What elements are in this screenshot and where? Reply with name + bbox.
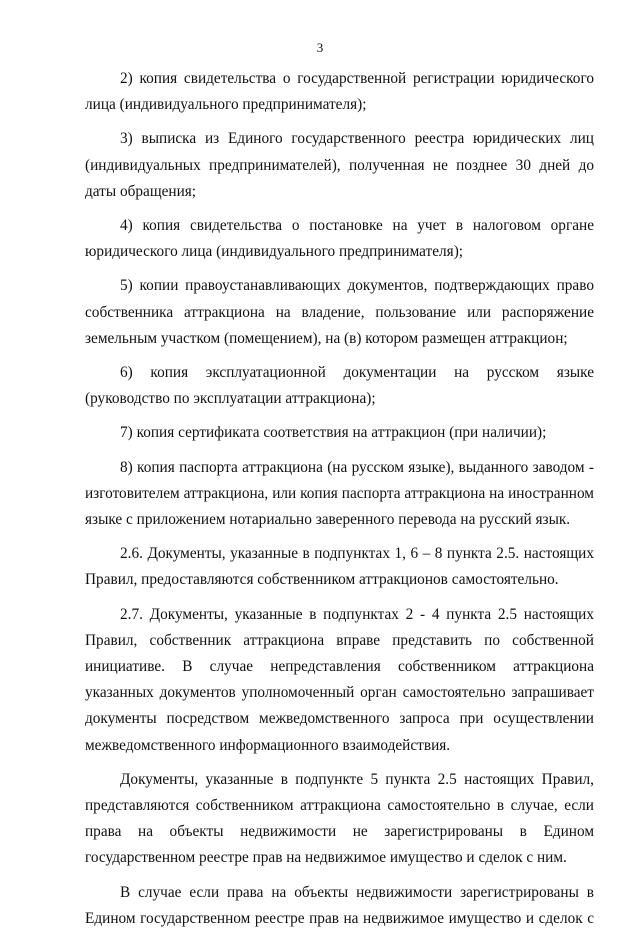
list-item-7: 7) копия сертификата соответствия на аттракцион (при наличии); xyxy=(120,424,547,442)
page-number: 3 xyxy=(316,40,324,55)
list-item-8: 8) копия паспорта аттракциона (на русском языке), выданного заводом - изготовителем аттракциона, или копия паспорта аттракциона на иностранном языке с приложением нотариально заверенного перевода на русский язык. xyxy=(85,458,594,529)
document-body xyxy=(85,66,594,932)
list-item-3: 3) выписка из Единого государственного реестра юридических лиц (индивидуальных предпринимателей), полученная не позднее 30 дней до даты обращения; xyxy=(85,130,594,200)
list-item-6: 6) копия эксплуатационной документации на русском языке (руководство по эксплуатации аттракциона); xyxy=(85,364,594,408)
paragraph-registered-rights: В случае если права на объекты недвижимости зарегистрированы в Едином государственном реестре прав на недвижимое имущество и сделок с xyxy=(85,883,594,927)
clause-2-7: 2.7. Документы, указанные в подпунктах 2 - 4 пункта 2.5 настоящих Правил, собственник аттракциона вправе представить по собственной инициативе. В случае непредставления собственником аттракциона указанных документов уполномоченный орган самостоятельно запрашивает документы посредством межведомственного запроса при осуществлении межведомственного информационного взаимодействия. xyxy=(85,605,594,754)
clause-2-6: 2.6. Документы, указанные в подпунктах 1, 6 – 8 пункта 2.5. настоящих Правил, предоставляются собственником аттракционов самостоятельно. xyxy=(85,545,594,589)
list-item-2: 2) копия свидетельства о государственной регистрации юридического лица (индивидуального предпринимателя); xyxy=(85,70,594,114)
paragraph-documents-subpoint-5: Документы, указанные в подпункте 5 пункта 2.5 настоящих Правил, представляются собственником аттракциона самостоятельно в случае, если права на объекты недвижимости не зарегистрированы в Едином государственном реестре прав на недвижимое имущество и сделок с ним. xyxy=(85,770,594,867)
list-item-5: 5) копии правоустанавливающих документов, подтверждающих право собственника аттракциона на владение, пользование или распоряжение земельным участком (помещением), на (в) котором размещен аттракцион; xyxy=(85,277,594,347)
list-item-4: 4) копия свидетельства о постановке на учет в налоговом органе юридического лица (индивидуального предпринимателя); xyxy=(85,217,594,261)
